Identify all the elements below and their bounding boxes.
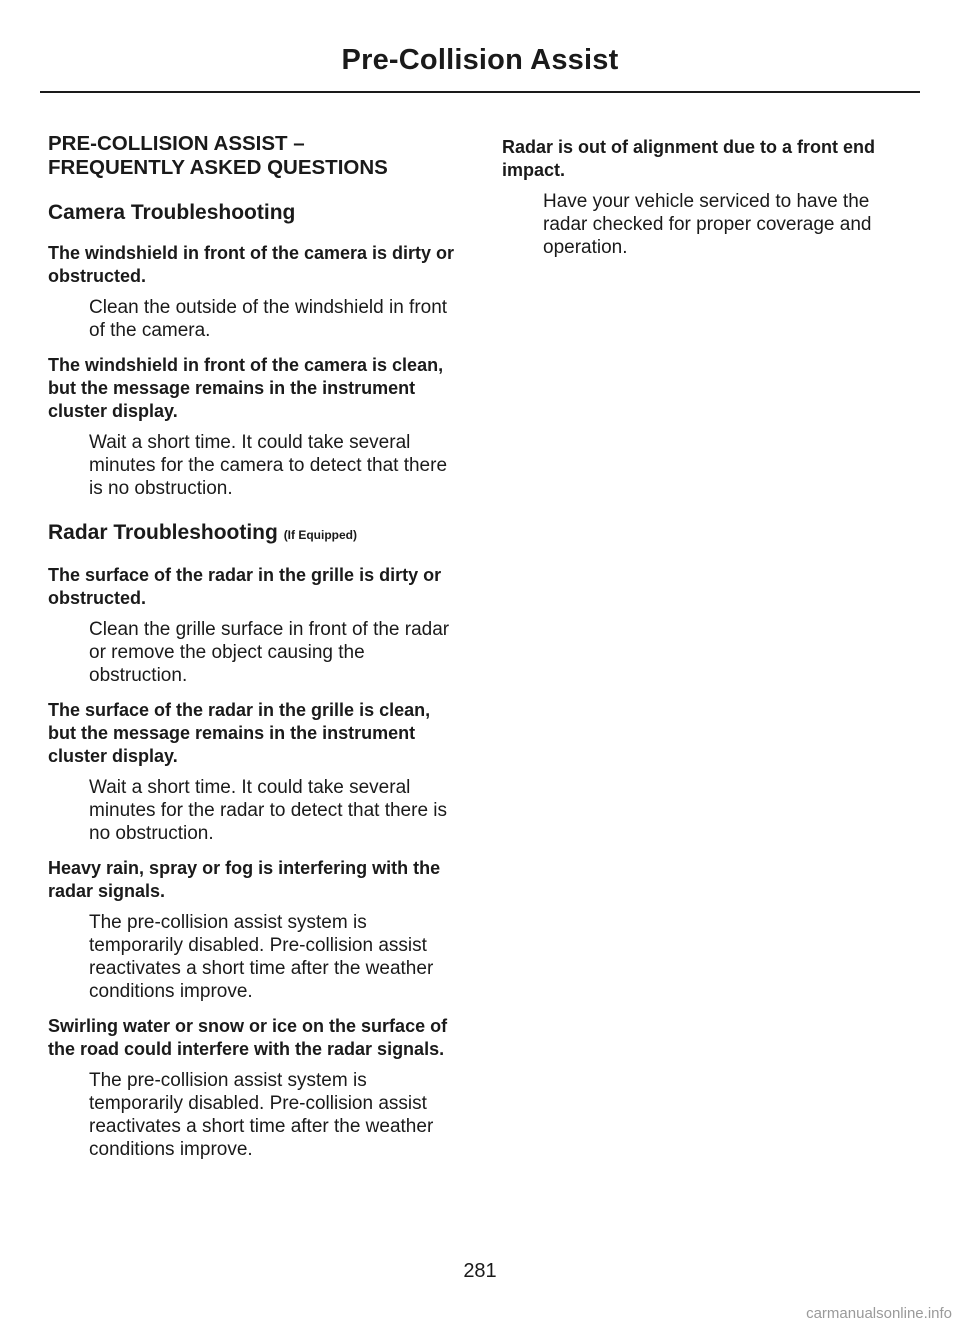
faq-answer: Wait a short time. It could take several minutes for the camera to detect that there is no obstruction. (89, 432, 448, 499)
faq-question: Heavy rain, spray or fog is interfering with the radar signals. (48, 858, 441, 901)
faq-item (48, 1015, 462, 1161)
faq-question: Radar is out of alignment due to a front end impact. (502, 137, 876, 180)
faq-answer: Clean the grille surface in front of the radar or remove the object causing the obstruction. (89, 619, 450, 686)
faq-item (48, 242, 462, 342)
header-divider (40, 91, 920, 93)
faq-question: The surface of the radar in the grille is dirty or obstructed. (48, 565, 442, 608)
faq-item (48, 564, 462, 687)
section-heading-line2: FREQUENTLY ASKED QUESTIONS (48, 156, 388, 179)
faq-answer: The pre-collision assist system is temporarily disabled. Pre-collision assist reactivates a short time after the weather conditions improve. (89, 1070, 434, 1160)
faq-question: The surface of the radar in the grille is clean, but the message remains in the instrument cluster display. (48, 700, 431, 766)
page-header-title: Pre-Collision Assist (341, 44, 619, 76)
faq-question: Swirling water or snow or ice on the surface of the road could interfere with the radar signals. (48, 1016, 448, 1059)
camera-troubleshooting-heading: Camera Troubleshooting (48, 201, 296, 224)
section-heading (48, 132, 462, 180)
left-column (48, 132, 462, 1173)
watermark: carmanualsonline.info (806, 1305, 952, 1322)
faq-item (48, 354, 462, 500)
faq-answer: Wait a short time. It could take several minutes for the radar to detect that there is no obstruction. (89, 777, 448, 844)
faq-answer: Have your vehicle serviced to have the radar checked for proper coverage and operation. (543, 191, 872, 258)
faq-item (48, 699, 462, 845)
faq-question: The windshield in front of the camera is dirty or obstructed. (48, 243, 455, 286)
faq-answer: The pre-collision assist system is temporarily disabled. Pre-collision assist reactivates a short time after the weather conditions improve. (89, 912, 434, 1002)
page-number: 281 (463, 1260, 497, 1282)
radar-troubleshooting-heading (48, 520, 462, 548)
faq-item (502, 136, 916, 259)
section-heading-line1: PRE-COLLISION ASSIST – (48, 132, 305, 155)
radar-heading-text: Radar Troubleshooting (48, 521, 278, 544)
faq-question: The windshield in front of the camera is clean, but the message remains in the instrument cluster display. (48, 355, 444, 421)
faq-item (48, 857, 462, 1003)
faq-answer: Clean the outside of the windshield in front of the camera. (89, 297, 448, 341)
right-column (502, 136, 916, 271)
radar-heading-note: (If Equipped) (283, 528, 358, 542)
